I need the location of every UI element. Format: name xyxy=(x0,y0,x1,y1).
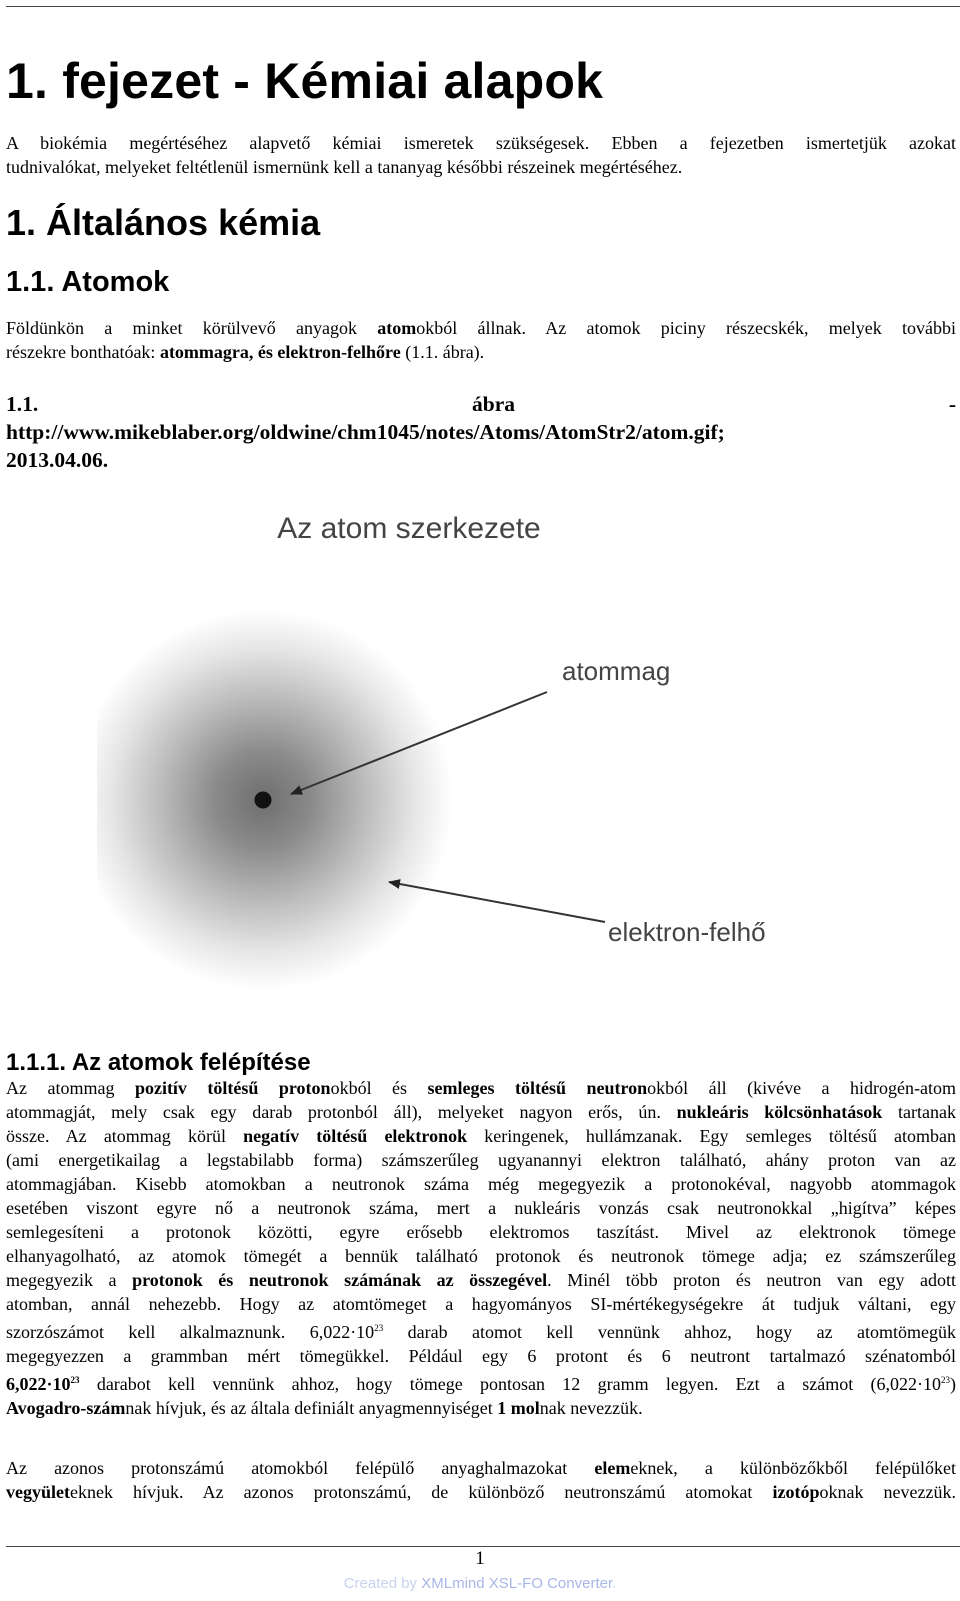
structure-line-9: megegyezik a protonok és neutronok számának az összegével. Minél több proton és neutron van egy adott xyxy=(6,1270,956,1290)
page-number: 1 xyxy=(475,1548,485,1569)
elements-line-2: vegyületeknek hívjuk. Az azonos protonszámú, de különböző neutronszámú atomokat izotópoknak nevezzük. xyxy=(6,1482,956,1502)
structure-line-13: $6,022\cdot 10^{23}$ darabot kell vennünk ahhoz, hogy tömege pontosan 12 gramm legyen. Ezt a számot $(6,022\cdot 10^{23})$ xyxy=(6,1374,956,1394)
subsection-title: 1.1. Atomok xyxy=(6,266,170,298)
structure-line-2: atommagját, mely csak egy darab protonból áll), melyeket nagyon erős, ún. nukleáris kölcsönhatások tartanak xyxy=(6,1102,956,1122)
structure-line-1: Az atommag pozitív töltésű protonokból és semleges töltésű neutronokból áll (kivéve a hidrogén-atom xyxy=(6,1078,956,1098)
nucleus-dot xyxy=(255,792,272,809)
structure-line-14: Avogadro-számnak hívjuk, és az általa definiált anyagmennyiséget 1 molnak nevezzük. xyxy=(6,1398,643,1418)
top-rule xyxy=(6,6,960,7)
structure-line-10: atomban, annál nehezebb. Hogy az atomtömeget a hagyományos SI-mértékegységekre át tudjuk váltani, egy xyxy=(6,1294,956,1314)
figure-caption xyxy=(6,390,956,474)
bottom-rule xyxy=(6,1546,960,1547)
structure-line-3: össze. Az atommag körül negatív töltésű elektronok keringenek, hullámzanak. Egy semleges töltésű atomban xyxy=(6,1126,956,1146)
figure-date: 2013.04.06. xyxy=(6,448,109,472)
nucleus-label: atommag xyxy=(562,656,671,686)
structure-line-7: semlegesíteni a protonok közötti, egyre erősebb elektromos taszítást. Mivel az elektronok tömege xyxy=(6,1222,956,1242)
figure-title: Az atom szerkezete xyxy=(277,514,541,545)
intro-paragraph xyxy=(6,131,956,179)
electron-cloud xyxy=(97,610,453,990)
elements-line-1: Az azonos protonszámú atomokból felépülő anyaghalmazokat elemeknek, a különbözőkből felépülőket xyxy=(6,1458,956,1478)
subsubsection-title: 1.1.1. Az atomok felépítése xyxy=(6,1049,311,1076)
section-title: 1. Általános kémia xyxy=(6,202,321,243)
atoms-paragraph xyxy=(6,316,956,364)
intro-line-1: A biokémia megértéséhez alapvető kémiai ismeretek szükségesek. Ebben a fejezetben ismertetjük azokat xyxy=(6,133,956,153)
converter-link[interactable]: XMLmind XSL-FO Converter xyxy=(421,1575,613,1592)
structure-line-5: atommagjában. Kisebb atomokban a neutronok száma még megegyezik a protonokéval, nagyobb atommagok xyxy=(6,1174,956,1194)
chapter-title: 1. fejezet - Kémiai alapok xyxy=(6,53,604,109)
structure-line-4: (ami energetikailag a legstabilabb forma) számszerűleg ugyanannyi elektron található, ahány proton van az xyxy=(6,1150,956,1170)
atoms-line-1: Földünkön a minket körülvevő anyagok atomokból állnak. Az atomok piciny részecskék, melyek további xyxy=(6,318,956,338)
figure-word: ábra xyxy=(472,392,516,416)
figure-dash: - xyxy=(948,392,956,416)
structure-line-6: esetében viszont egyre nő a neutronok száma, mert a nukleáris vonzás csak neutronokkal „higítva” képes xyxy=(6,1198,956,1218)
figure-number: 1.1. xyxy=(6,392,39,416)
elements-paragraph xyxy=(6,1456,956,1504)
atom-diagram xyxy=(97,514,907,1014)
structure-line-12: megegyezzen a grammban mért tömegükkel. Például egy 6 protont és 6 neutront tartalmazó szénatomból xyxy=(6,1346,956,1366)
structure-line-11: szorzószámot kell alkalmaznunk. $6,022\cdot 10^{23}$ darab atomot kell vennünk ahhoz, hogy az atomtömegük xyxy=(6,1322,956,1342)
structure-paragraph xyxy=(6,1076,956,1420)
structure-line-8: elhanyagolható, az atomok tömegét a bennük található protonok és neutronok tömege adja; ez számszerűleg xyxy=(6,1246,956,1266)
atoms-line-2: részekre bonthatóak: atommagra, és elektron-felhőre (1.1. ábra). xyxy=(6,342,485,362)
intro-line-2: tudnivalókat, melyeket feltétlenül ismernünk kell a tananyag későbbi részeinek megértéséhez. xyxy=(6,157,683,177)
cloud-label: elektron-felhő xyxy=(608,917,766,947)
atom-structure-figure xyxy=(97,514,907,1014)
figure-source-url: http://www.mikeblaber.org/oldwine/chm1045/notes/Atoms/AtomStr2/atom.gif; xyxy=(6,420,725,444)
footer-credit: Created by XMLmind XSL-FO Converter. xyxy=(343,1575,617,1592)
